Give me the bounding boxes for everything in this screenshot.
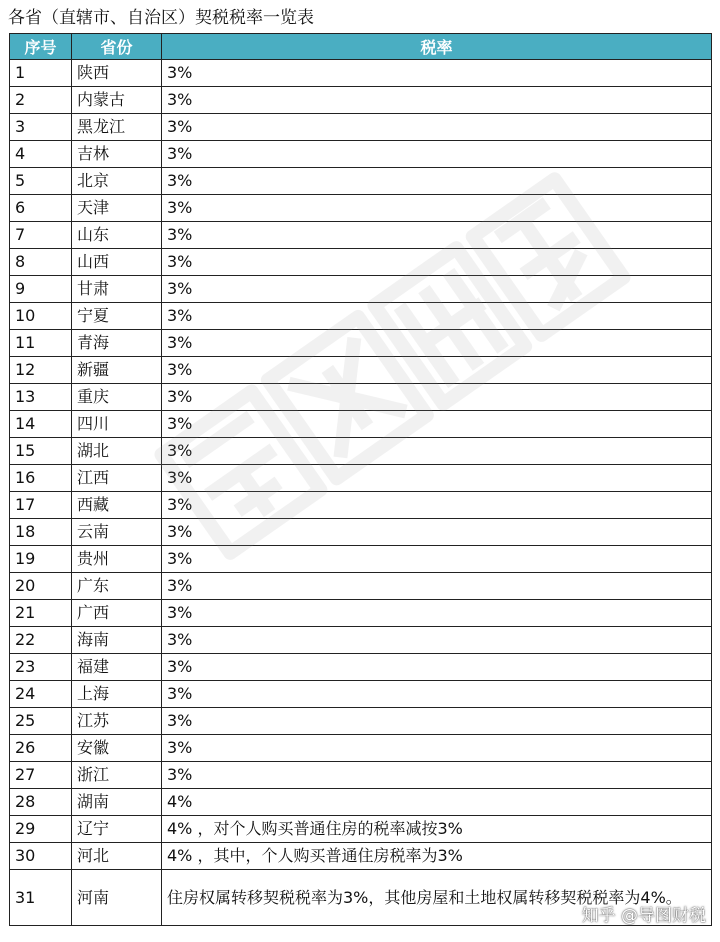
row-number: 30	[10, 843, 72, 870]
province-name: 青海	[72, 330, 162, 357]
province-name: 山西	[72, 249, 162, 276]
row-number: 15	[10, 438, 72, 465]
province-name: 江苏	[72, 708, 162, 735]
province-name: 内蒙古	[72, 87, 162, 114]
row-number: 17	[10, 492, 72, 519]
table-row	[10, 492, 712, 519]
table-row	[10, 141, 712, 168]
table-row	[10, 519, 712, 546]
row-number: 5	[10, 168, 72, 195]
tax-rate: 3%	[162, 735, 712, 762]
table-row	[10, 384, 712, 411]
tax-rate: 3%	[162, 195, 712, 222]
row-number: 16	[10, 465, 72, 492]
province-name: 吉林	[72, 141, 162, 168]
table-row	[10, 249, 712, 276]
table-row	[10, 276, 712, 303]
tax-rate: 3%	[162, 654, 712, 681]
tax-rate: 4%	[162, 789, 712, 816]
tax-rate: 3%	[162, 492, 712, 519]
tax-rate: 3%	[162, 141, 712, 168]
row-number: 4	[10, 141, 72, 168]
province-name: 天津	[72, 195, 162, 222]
tax-rate: 3%	[162, 87, 712, 114]
tax-rate: 3%	[162, 249, 712, 276]
row-number: 9	[10, 276, 72, 303]
row-number: 21	[10, 600, 72, 627]
row-number: 23	[10, 654, 72, 681]
row-number: 13	[10, 384, 72, 411]
table-row	[10, 681, 712, 708]
table-row	[10, 735, 712, 762]
table-row	[10, 195, 712, 222]
tax-rate: 3%	[162, 222, 712, 249]
province-name: 宁夏	[72, 303, 162, 330]
province-name: 海南	[72, 627, 162, 654]
row-number: 6	[10, 195, 72, 222]
province-name: 四川	[72, 411, 162, 438]
table-row	[10, 411, 712, 438]
table-body	[10, 60, 712, 926]
table-row	[10, 114, 712, 141]
province-name: 辽宁	[72, 816, 162, 843]
province-name: 云南	[72, 519, 162, 546]
tax-rate: 4% ，对个人购买普通住房的税率减按3%	[162, 816, 712, 843]
table-row	[10, 546, 712, 573]
row-number: 26	[10, 735, 72, 762]
province-name: 湖北	[72, 438, 162, 465]
province-name: 安徽	[72, 735, 162, 762]
tax-rate: 3%	[162, 708, 712, 735]
row-number: 27	[10, 762, 72, 789]
tax-rate: 3%	[162, 330, 712, 357]
tax-rate-table	[9, 33, 712, 926]
row-number: 8	[10, 249, 72, 276]
row-number: 24	[10, 681, 72, 708]
tax-rate: 3%	[162, 60, 712, 87]
row-number: 14	[10, 411, 72, 438]
tax-rate: 3%	[162, 627, 712, 654]
table-row	[10, 465, 712, 492]
province-name: 广东	[72, 573, 162, 600]
row-number: 20	[10, 573, 72, 600]
province-name: 河南	[72, 870, 162, 926]
tax-rate: 3%	[162, 546, 712, 573]
tax-rate: 3%	[162, 411, 712, 438]
row-number: 18	[10, 519, 72, 546]
row-number: 19	[10, 546, 72, 573]
tax-rate: 4% ，其中，个人购买普通住房税率为3%	[162, 843, 712, 870]
table-row	[10, 330, 712, 357]
row-number: 22	[10, 627, 72, 654]
table-row	[10, 573, 712, 600]
province-name: 黑龙江	[72, 114, 162, 141]
tax-rate: 3%	[162, 384, 712, 411]
column-header-province: 省份	[72, 34, 162, 60]
table-row	[10, 762, 712, 789]
province-name: 广西	[72, 600, 162, 627]
table-row	[10, 843, 712, 870]
table-row	[10, 60, 712, 87]
column-header-number: 序号	[10, 34, 72, 60]
province-name: 浙江	[72, 762, 162, 789]
tax-rate: 3%	[162, 168, 712, 195]
row-number: 12	[10, 357, 72, 384]
tax-rate: 3%	[162, 114, 712, 141]
row-number: 2	[10, 87, 72, 114]
tax-rate: 3%	[162, 519, 712, 546]
province-name: 陕西	[72, 60, 162, 87]
table-row	[10, 789, 712, 816]
tax-rate: 3%	[162, 573, 712, 600]
row-number: 11	[10, 330, 72, 357]
table-row	[10, 627, 712, 654]
province-name: 贵州	[72, 546, 162, 573]
table-row	[10, 303, 712, 330]
province-name: 北京	[72, 168, 162, 195]
table-row	[10, 600, 712, 627]
tax-rate: 3%	[162, 303, 712, 330]
province-name: 山东	[72, 222, 162, 249]
tax-rate: 3%	[162, 276, 712, 303]
tax-rate: 3%	[162, 681, 712, 708]
row-number: 29	[10, 816, 72, 843]
province-name: 西藏	[72, 492, 162, 519]
row-number: 25	[10, 708, 72, 735]
province-name: 上海	[72, 681, 162, 708]
province-name: 江西	[72, 465, 162, 492]
row-number: 10	[10, 303, 72, 330]
tax-rate: 住房权属转移契税税率为3%，其他房屋和土地权属转移契税税率为4%。	[162, 870, 712, 926]
header-row	[10, 34, 712, 60]
tax-rate: 3%	[162, 357, 712, 384]
table-row	[10, 438, 712, 465]
table-row	[10, 816, 712, 843]
row-number: 7	[10, 222, 72, 249]
tax-rate: 3%	[162, 762, 712, 789]
table-row	[10, 357, 712, 384]
column-header-rate: 税率	[162, 34, 712, 60]
row-number: 31	[10, 870, 72, 926]
table-header	[10, 34, 712, 60]
row-number: 3	[10, 114, 72, 141]
table-row	[10, 222, 712, 249]
table-row	[10, 708, 712, 735]
tax-rate: 3%	[162, 438, 712, 465]
row-number: 28	[10, 789, 72, 816]
table-row	[10, 654, 712, 681]
province-name: 湖南	[72, 789, 162, 816]
row-number: 1	[10, 60, 72, 87]
province-name: 重庆	[72, 384, 162, 411]
province-name: 河北	[72, 843, 162, 870]
province-name: 甘肃	[72, 276, 162, 303]
table-row	[10, 87, 712, 114]
tax-rate: 3%	[162, 600, 712, 627]
province-name: 新疆	[72, 357, 162, 384]
table-row	[10, 168, 712, 195]
province-name: 福建	[72, 654, 162, 681]
tax-rate: 3%	[162, 465, 712, 492]
zhihu-attribution: 知乎 @导图财税	[581, 906, 706, 926]
page-title: 各省（直辖市、自治区）契税税率一览表	[8, 8, 314, 28]
